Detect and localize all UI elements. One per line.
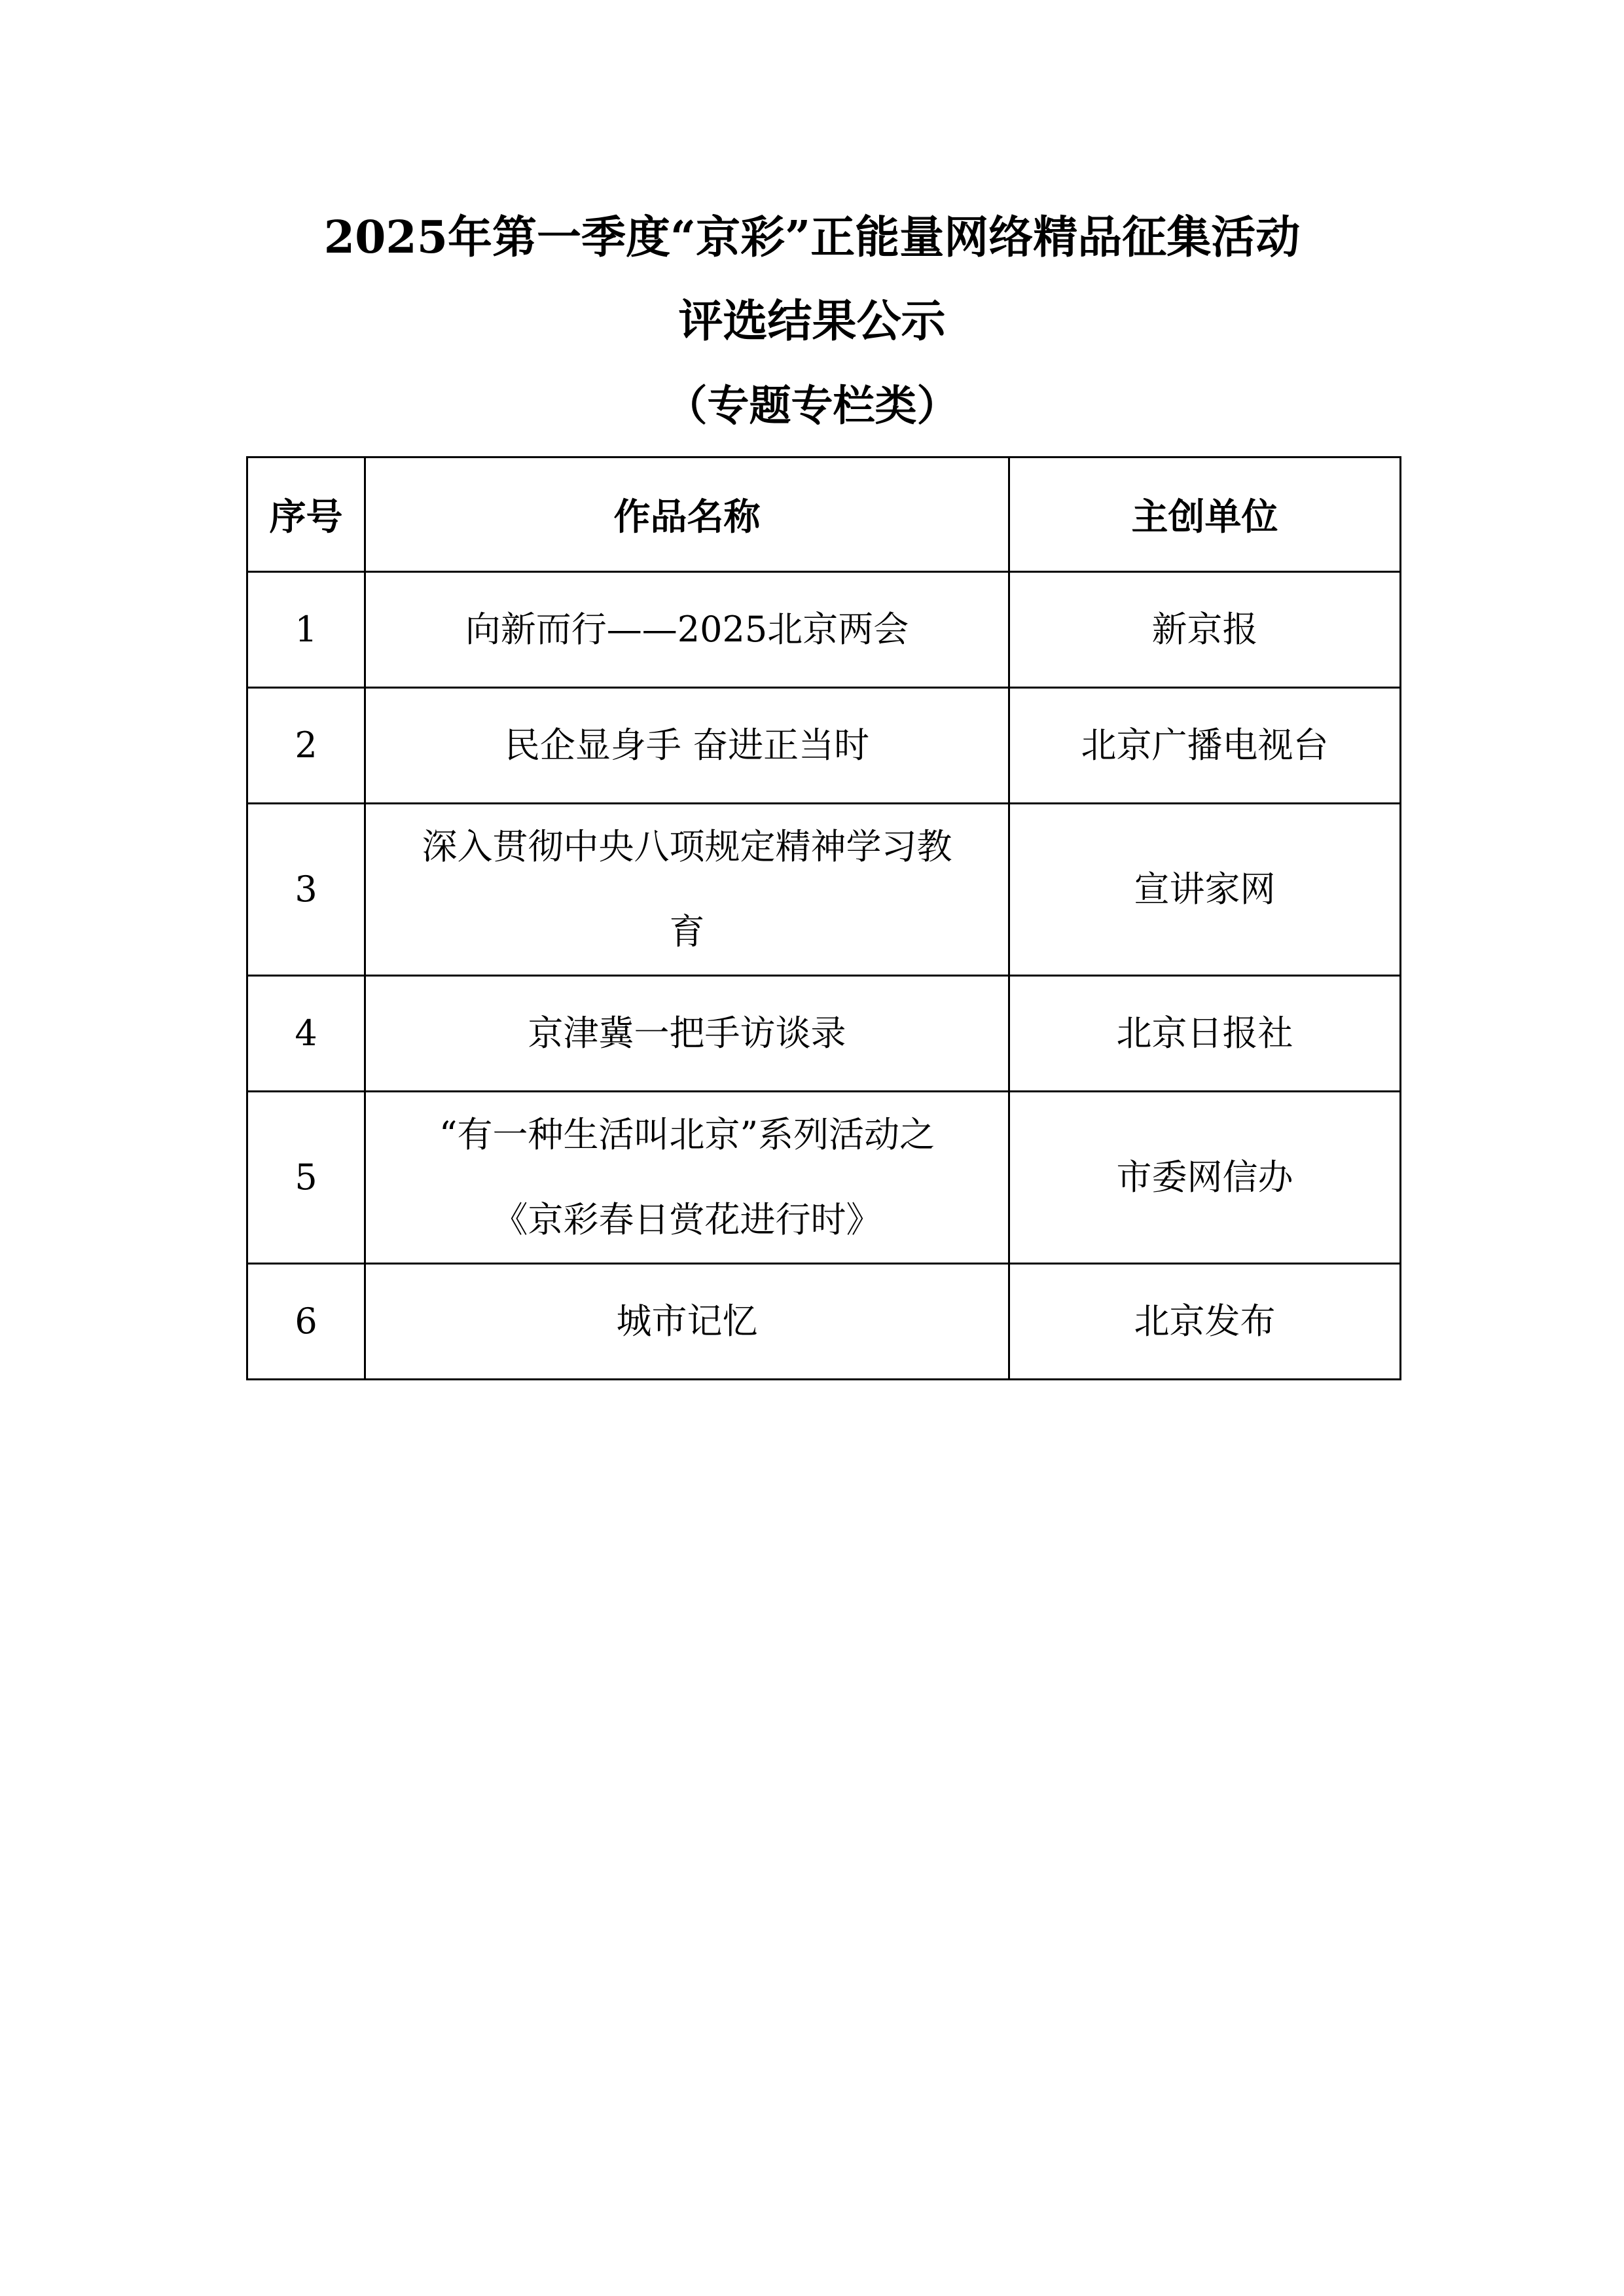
table-row [247, 1092, 1401, 1264]
row-creator-unit: 市委网信办 [1009, 1092, 1401, 1264]
row-work-title: 民企显身手 奋进正当时 [365, 688, 1009, 804]
row-number: 5 [247, 1092, 365, 1264]
table-row [247, 688, 1401, 804]
row-creator-unit: 北京发布 [1009, 1264, 1401, 1380]
row-work-title-line-1: 深入贯彻中央八项规定精神学习教 [422, 826, 952, 867]
table-header-row [247, 457, 1401, 572]
row-work-title-line-2: 育 [669, 911, 705, 952]
page-title-line-2: 评选结果公示 [678, 295, 946, 348]
header-work-title: 作品名称 [365, 457, 1009, 572]
row-number: 1 [247, 572, 365, 688]
table-row [247, 1264, 1401, 1380]
row-creator-unit: 北京日报社 [1009, 976, 1401, 1092]
page-subtitle: （专题专栏类） [665, 382, 959, 431]
page-title-line-1: 2025年第一季度“京彩”正能量网络精品征集活动 [323, 211, 1301, 264]
row-number: 2 [247, 688, 365, 804]
row-work-title: 京津冀一把手访谈录 [365, 976, 1009, 1092]
row-number: 4 [247, 976, 365, 1092]
row-creator-unit: 宣讲家网 [1009, 804, 1401, 976]
table-row [247, 976, 1401, 1092]
row-creator-unit: 北京广播电视台 [1009, 688, 1401, 804]
row-work-title-line-2: 《京彩春日赏花进行时》 [492, 1199, 882, 1240]
header-number: 序号 [247, 457, 365, 572]
row-work-title: 城市记忆 [365, 1264, 1009, 1380]
row-number: 6 [247, 1264, 365, 1380]
row-work-title [365, 804, 1009, 976]
row-work-title-line-1: “有一种生活叫北京”系列活动之 [439, 1114, 935, 1155]
row-creator-unit: 新京报 [1009, 572, 1401, 688]
row-number: 3 [247, 804, 365, 976]
table-row [247, 804, 1401, 976]
results-table [246, 456, 1401, 1380]
row-work-title: 向新而行——2025北京两会 [365, 572, 1009, 688]
row-work-title [365, 1092, 1009, 1264]
header-creator-unit: 主创单位 [1009, 457, 1401, 572]
table-row [247, 572, 1401, 688]
